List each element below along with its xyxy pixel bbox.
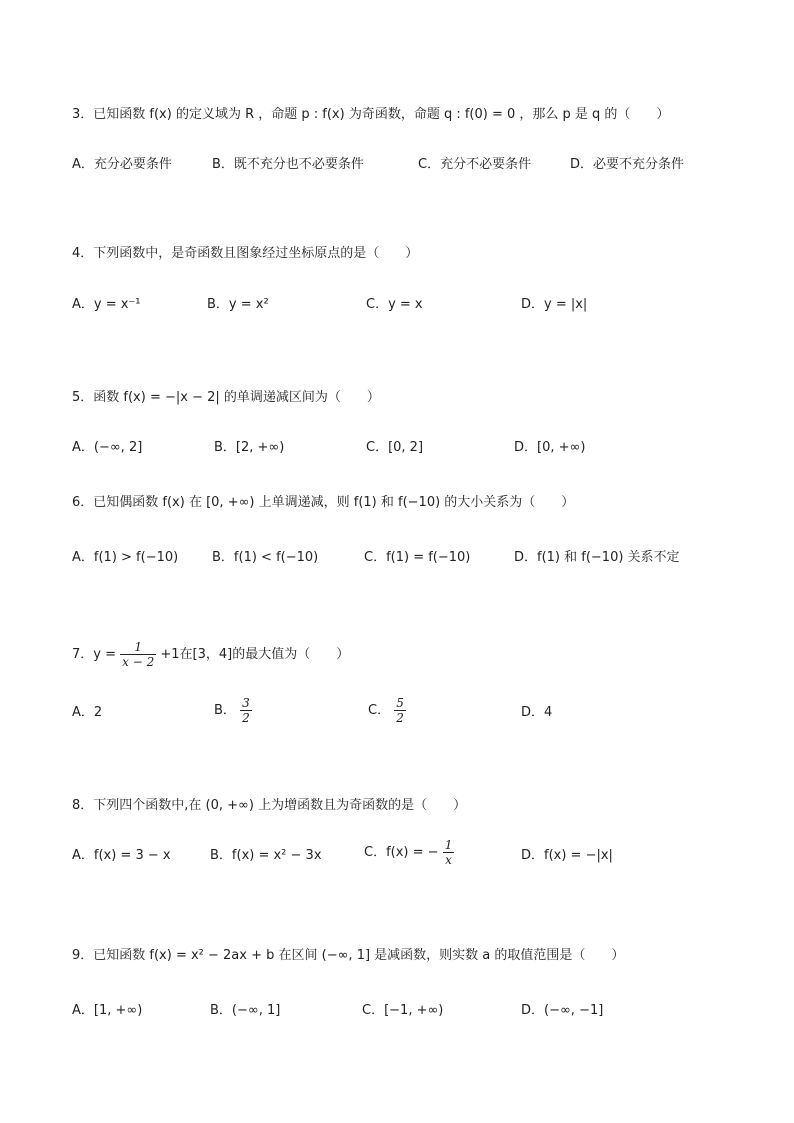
question-8-option-c-denominator: x [445,853,452,867]
question-7-option-c-label: C． [368,703,391,718]
question-7-stem [72,640,349,669]
question-7-stem-fraction-numerator: 1 [120,640,156,655]
question-4-stem: 4．下列函数中，是奇函数且图象经过坐标原点的是（ ） [72,246,419,261]
question-7-option-b-denominator: 2 [242,711,250,725]
question-7-option-a[interactable]: A．2 [72,705,103,720]
question-9-option-b[interactable]: B．(−∞, 1] [210,1003,281,1018]
question-7-stem-fraction [120,640,156,669]
question-7-option-c-denominator: 2 [396,711,404,725]
question-7-option-b-label: B． [214,703,236,718]
question-5-option-b[interactable]: B．[2, +∞) [214,440,285,455]
question-4-option-d[interactable]: D．y = |x| [521,297,588,312]
question-6-stem: 6．已知偶函数 f(x) 在 [0, +∞) 上单调递减，则 f(1) 和 f(−10) 的大小关系为（ ） [72,495,575,510]
question-3-stem: 3．已知函数 f(x) 的定义域为 R ，命题 p : f(x) 为奇函数，命题 q : f(0) = 0 ，那么 p 是 q 的（ ） [72,107,670,122]
question-7-stem-suffix: +1在[3，4]的最大值为（ ） [160,647,350,662]
question-5-option-a[interactable]: A．(−∞, 2] [72,440,143,455]
question-9-stem: 9．已知函数 f(x) = x² − 2ax + b 在区间 (−∞, 1] 是减函数，则实数 a 的取值范围是（ ） [72,948,625,963]
question-6-option-c[interactable]: C．f(1) = f(−10) [364,550,471,565]
question-4-option-a[interactable]: A．y = x⁻¹ [72,297,141,312]
question-4-option-c[interactable]: C．y = x [366,297,423,312]
question-7-option-b[interactable] [214,696,252,725]
question-8-option-c-numerator: 1 [444,838,453,852]
question-7-option-c[interactable] [368,696,406,725]
question-7-stem-fraction-denominator: x − 2 [122,655,155,669]
question-7-option-c-numerator: 5 [396,696,404,710]
question-3-option-a[interactable]: A．充分必要条件 [72,157,172,172]
question-8-option-c[interactable] [364,838,454,867]
question-7-option-b-fraction [240,696,252,725]
question-6-option-d[interactable]: D．f(1) 和 f(−10) 关系不定 [514,550,680,565]
question-4-option-b[interactable]: B．y = x² [207,297,269,312]
question-7-stem-prefix: 7．y = [72,647,116,662]
question-9-option-c[interactable]: C．[−1, +∞) [362,1003,444,1018]
question-8-stem: 8．下列四个函数中,在 (0, +∞) 上为增函数且为奇函数的是（ ） [72,798,467,813]
question-8-option-d[interactable]: D．f(x) = −|x| [521,848,613,863]
question-5-option-c[interactable]: C．[0, 2] [366,440,424,455]
question-8-option-a[interactable]: A．f(x) = 3 − x [72,848,171,863]
question-6-option-b[interactable]: B．f(1) < f(−10) [212,550,319,565]
question-3-option-c[interactable]: C．充分不必要条件 [418,157,532,172]
question-9-option-a[interactable]: A．[1, +∞) [72,1003,143,1018]
question-5-stem: 5．函数 f(x) = −|x − 2| 的单调递减区间为（ ） [72,390,380,405]
question-3-option-b[interactable]: B．既不充分也不必要条件 [212,157,364,172]
question-7-option-d[interactable]: D．4 [521,705,553,720]
question-5-option-d[interactable]: D．[0, +∞) [514,440,586,455]
question-3-option-d[interactable]: D．必要不充分条件 [570,157,685,172]
question-8-option-b[interactable]: B．f(x) = x² − 3x [210,848,322,863]
question-8-option-c-fraction [443,838,455,867]
question-7-option-c-fraction [394,696,406,725]
question-7-option-b-numerator: 3 [242,696,250,710]
question-9-option-d[interactable]: D．(−∞, −1] [521,1003,604,1018]
question-8-option-c-label: C．f(x) = − [364,845,439,860]
question-6-option-a[interactable]: A．f(1) > f(−10) [72,550,179,565]
